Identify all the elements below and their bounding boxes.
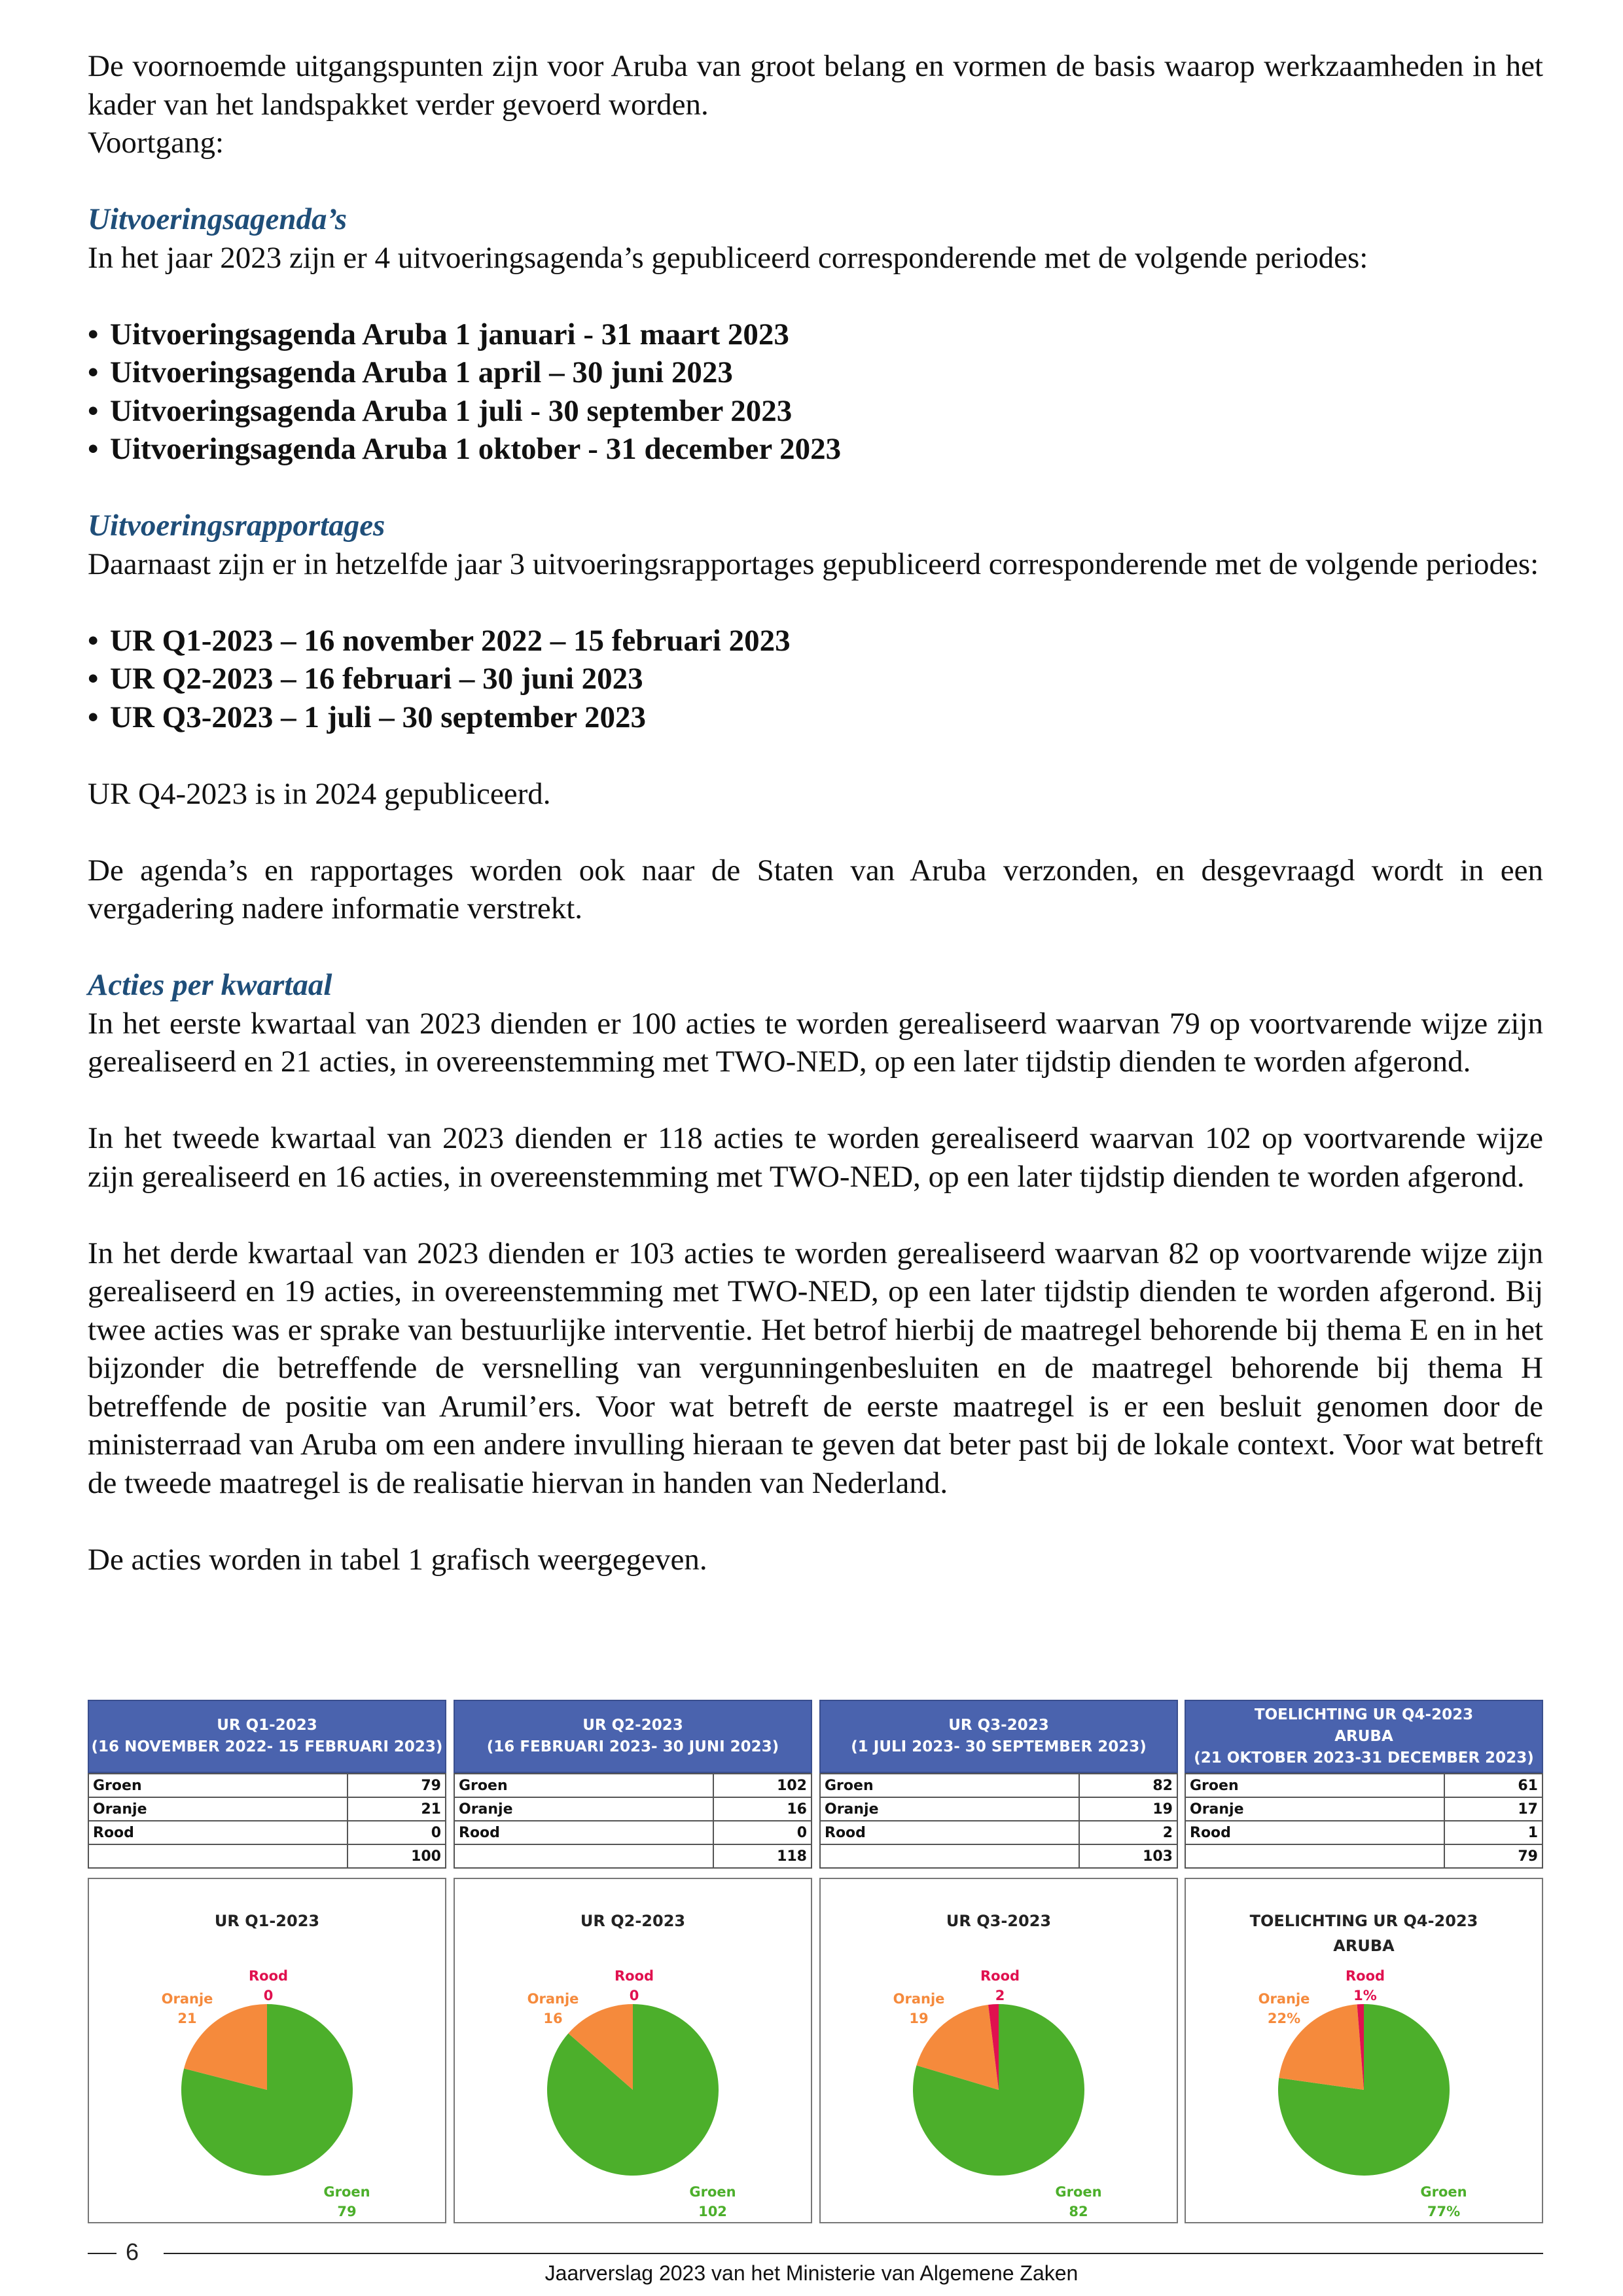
slice-label-value: 16 — [543, 2011, 563, 2026]
table-cell-label: Oranje — [1185, 1797, 1444, 1821]
list-item: • UR Q2-2023 – 16 februari – 30 juni 2023 — [88, 660, 1543, 698]
chart-title: UR Q2-2023 — [580, 1912, 686, 1930]
table-cell-label: Groen — [1185, 1774, 1444, 1797]
table-cell-value: 82 — [1079, 1774, 1177, 1797]
pie-chart — [89, 1879, 445, 2222]
panel-table — [1185, 1773, 1543, 1869]
pie-chart — [821, 1879, 1177, 2222]
chart-title: ARUBA — [1333, 1937, 1395, 1955]
panel-table — [454, 1773, 812, 1869]
table-row — [1185, 1774, 1543, 1797]
table-row — [454, 1797, 812, 1821]
panel-header-line: TOELICHTING UR Q4-2023 — [1254, 1706, 1474, 1723]
slice-label-value: 22% — [1267, 2011, 1301, 2026]
table-cell-value: 16 — [713, 1797, 812, 1821]
slice-label-name: Rood — [614, 1968, 654, 1984]
table-cell-value: 61 — [1444, 1774, 1543, 1797]
heading-uitvoeringsagendas: Uitvoeringsagenda’s — [88, 202, 348, 236]
staten-note: De agenda’s en rapportages worden ook naar de Staten van Aruba verzonden, en desgevraagd wordt in een vergadering nadere informatie verstrekt. — [88, 853, 1543, 925]
slice-label-value: 0 — [629, 1988, 639, 2003]
table-cell-value: 102 — [713, 1774, 812, 1797]
table-row — [1185, 1821, 1543, 1844]
panel-table — [819, 1773, 1178, 1869]
table-cell-label — [454, 1844, 713, 1868]
tabel-note: De acties worden in tabel 1 grafisch weergegeven. — [88, 1542, 707, 1577]
slice-label-name: Groen — [323, 2184, 370, 2200]
table-row — [820, 1821, 1177, 1844]
table-cell-value: 0 — [348, 1821, 446, 1844]
tabel-1-charts — [88, 1700, 1543, 2223]
table-cell-label: Groen — [454, 1774, 713, 1797]
table-row — [454, 1821, 812, 1844]
table-cell-label — [88, 1844, 348, 1868]
slice-label-name: Rood — [248, 1968, 289, 1984]
table-cell-value: 100 — [348, 1844, 446, 1868]
table-cell-value: 17 — [1444, 1797, 1543, 1821]
rapportages-intro: Daarnaast zijn er in hetzelfde jaar 3 uitvoeringsrapportages gepubliceerd corresponderende met de volgende periodes: — [88, 547, 1539, 581]
slice-label-name: Rood — [1345, 1968, 1385, 1984]
table-cell-value: 21 — [348, 1797, 446, 1821]
table-row — [88, 1797, 446, 1821]
heading-acties-per-kwartaal: Acties per kwartaal — [88, 968, 332, 1002]
panel-header — [88, 1700, 446, 1773]
table-cell-value: 0 — [713, 1821, 812, 1844]
table-cell-label — [820, 1844, 1079, 1868]
chart-panel-4 — [1185, 1700, 1543, 2223]
list-item: • Uitvoeringsagenda Aruba 1 april – 30 juni 2023 — [88, 353, 1543, 392]
chart-panel-2 — [454, 1700, 812, 2223]
pie-chart-box — [1185, 1878, 1543, 2223]
slice-label-value: 82 — [1069, 2204, 1088, 2219]
table-total-row — [88, 1844, 446, 1868]
table-cell-value: 79 — [348, 1774, 446, 1797]
table-cell-value: 79 — [1444, 1844, 1543, 1868]
table-cell-value: 2 — [1079, 1821, 1177, 1844]
slice-label-value: 102 — [698, 2204, 727, 2219]
pie-chart-box — [454, 1878, 812, 2223]
panel-header-line: UR Q1-2023 — [217, 1717, 317, 1734]
table-cell-label: Groen — [88, 1774, 348, 1797]
list-item: • UR Q3-2023 – 1 juli – 30 september 2023 — [88, 698, 1543, 737]
table-cell-value: 19 — [1079, 1797, 1177, 1821]
slice-label-name: Oranje — [893, 1991, 945, 2007]
panel-header — [454, 1700, 812, 1773]
table-cell-label: Oranje — [88, 1797, 348, 1821]
slice-label-value: 79 — [337, 2204, 357, 2219]
table-cell-label — [1185, 1844, 1444, 1868]
kwartaal-2-paragraph: In het tweede kwartaal van 2023 dienden er 118 acties te worden gerealiseerd waarvan 102 op voortvarende wijze zijn gerealiseerd en 16 acties, in overeenstemming met TWO-NED, op een later tijdstip dienden te worden afgerond. — [88, 1121, 1543, 1194]
table-row — [820, 1797, 1177, 1821]
intro-paragraph: De voornoemde uitgangspunten zijn voor Aruba van groot belang en vormen de basis waarop werkzaamheden in het kader van het landspakket verder gevoerd worden. — [88, 49, 1543, 122]
table-total-row — [1185, 1844, 1543, 1868]
table-cell-value: 118 — [713, 1844, 812, 1868]
footer-title: Jaarverslag 2023 van het Ministerie van Algemene Zaken — [544, 2261, 1079, 2285]
slice-label-value: 19 — [909, 2011, 929, 2026]
pie-chart — [455, 1879, 811, 2222]
chart-title: UR Q3-2023 — [946, 1912, 1052, 1930]
table-cell-label: Rood — [820, 1821, 1079, 1844]
panel-header-line: UR Q3-2023 — [948, 1717, 1049, 1734]
panel-header — [819, 1700, 1178, 1773]
slice-label-name: Oranje — [161, 1991, 213, 2007]
footer-rule — [164, 2253, 1543, 2254]
panel-header — [1185, 1700, 1543, 1773]
pie-chart — [1186, 1879, 1542, 2222]
table-cell-label: Oranje — [454, 1797, 713, 1821]
q4-note: UR Q4-2023 is in 2024 gepubliceerd. — [88, 776, 551, 811]
table-row — [88, 1774, 446, 1797]
heading-uitvoeringsrapportages: Uitvoeringsrapportages — [88, 509, 385, 543]
panel-header-line: (21 OKTOBER 2023-31 DECEMBER 2023) — [1194, 1749, 1534, 1767]
agenda-intro: In het jaar 2023 zijn er 4 uitvoeringsagenda’s gepubliceerd corresponderende met de volgende periodes: — [88, 240, 1368, 275]
page-number-value: 6 — [126, 2238, 139, 2265]
table-row — [1185, 1797, 1543, 1821]
chart-title: TOELICHTING UR Q4-2023 — [1249, 1912, 1478, 1930]
table-total-row — [454, 1844, 812, 1868]
table-cell-label: Oranje — [820, 1797, 1079, 1821]
slice-label-name: Oranje — [527, 1991, 579, 2007]
list-item: • Uitvoeringsagenda Aruba 1 oktober - 31 december 2023 — [88, 430, 1543, 469]
slice-label-name: Rood — [980, 1968, 1020, 1984]
agenda-list — [88, 315, 1543, 469]
body-text — [88, 47, 1543, 1579]
table-cell-label: Groen — [820, 1774, 1079, 1797]
footer-dash — [88, 2253, 116, 2254]
rapportages-list — [88, 622, 1543, 737]
slice-label-name: Groen — [689, 2184, 736, 2200]
table-cell-label: Rood — [88, 1821, 348, 1844]
panel-header-line: (1 JULI 2023- 30 SEPTEMBER 2023) — [851, 1738, 1147, 1755]
slice-label-value: 77% — [1427, 2204, 1461, 2219]
table-row — [88, 1821, 446, 1844]
kwartaal-3-paragraph: In het derde kwartaal van 2023 dienden er 103 acties te worden gerealiseerd waarvan 82 op voortvarende wijze zijn gerealiseerd en 19 acties, in overeenstemming met TWO-NED, op een later tijdstip dienden te worden afgerond. Bij twee acties was er sprake van bestuurlijke interventie. Het betrof hierbij de maatregel behorende bij thema E en in het bijzonder die betreffende de versnelling van vergunningenbesluiten en de maatregel behorende bij thema H betreffende de positie van Arumil’ers. Voor wat betreft de eerste maatregel is er een besluit genomen door de ministerraad van Aruba om een andere invulling hieraan te geven dat beter past bij de lokale context. Voor wat betreft de tweede maatregel is de realisatie hiervan in handen van Nederland. — [88, 1236, 1543, 1500]
slice-label-name: Oranje — [1258, 1991, 1310, 2007]
chart-panel-3 — [819, 1700, 1178, 2223]
panel-header-line: UR Q2-2023 — [582, 1717, 683, 1734]
pie-chart-box — [88, 1878, 446, 2223]
panel-header-line: (16 FEBRUARI 2023- 30 JUNI 2023) — [486, 1738, 779, 1755]
panel-header-line: (16 NOVEMBER 2022- 15 FEBRUARI 2023) — [91, 1738, 443, 1755]
list-item: • Uitvoeringsagenda Aruba 1 juli - 30 september 2023 — [88, 392, 1543, 431]
table-cell-value: 1 — [1444, 1821, 1543, 1844]
slice-label-value: 1% — [1353, 1988, 1377, 2003]
table-cell-value: 103 — [1079, 1844, 1177, 1868]
chart-panel-1 — [88, 1700, 446, 2223]
list-item: • UR Q1-2023 – 16 november 2022 – 15 februari 2023 — [88, 622, 1543, 660]
kwartaal-1-paragraph: In het eerste kwartaal van 2023 dienden er 100 acties te worden gerealiseerd waarvan 79 op voortvarende wijze zijn gerealiseerd en 21 acties, in overeenstemming met TWO-NED, op een later tijdstip dienden te worden afgerond. — [88, 1006, 1543, 1079]
slice-label-name: Groen — [1420, 2184, 1467, 2200]
table-cell-label: Rood — [454, 1821, 713, 1844]
chart-title: UR Q1-2023 — [214, 1912, 320, 1930]
table-cell-label: Rood — [1185, 1821, 1444, 1844]
voortgang-label: Voortgang: — [88, 126, 224, 160]
slice-label-value: 2 — [995, 1988, 1005, 2003]
table-row — [454, 1774, 812, 1797]
pie-chart-box — [819, 1878, 1178, 2223]
table-total-row — [820, 1844, 1177, 1868]
panel-header-line: ARUBA — [1334, 1727, 1393, 1745]
slice-label-value: 21 — [177, 2011, 197, 2026]
slice-label-name: Groen — [1055, 2184, 1102, 2200]
table-row — [820, 1774, 1177, 1797]
list-item: • Uitvoeringsagenda Aruba 1 januari - 31 maart 2023 — [88, 315, 1543, 354]
panel-table — [88, 1773, 446, 1869]
slice-label-value: 0 — [263, 1988, 274, 2003]
